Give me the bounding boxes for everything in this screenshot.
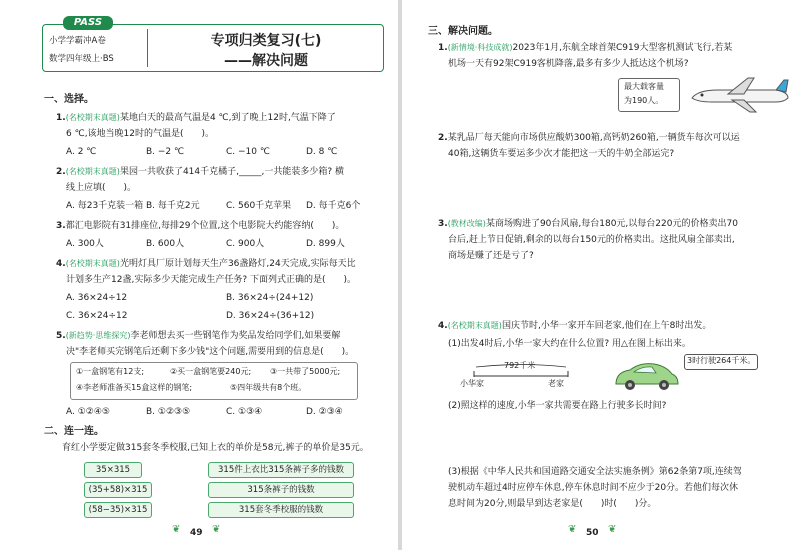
page-title: 专项归类复习(七) — [210, 33, 322, 49]
r-q1-line2: 机场一天有92架C919客机降落,最多有多少人抵达这个机场? — [448, 59, 689, 69]
q1-option-d[interactable]: D. 8 ℃ — [306, 147, 338, 157]
match-right-3[interactable]: 315套冬季校服的钱数 — [208, 502, 354, 518]
distance-label: 792千米 — [504, 361, 536, 370]
match-left-1[interactable]: 35×315 — [84, 462, 142, 478]
car-icon — [612, 360, 682, 392]
q2-option-d[interactable]: D. 每千克6个 — [306, 201, 361, 211]
r-q4-part3-line2: 驶机动车超过4时应停车休息,停车休息时间不应少于20分。若他们每次休 — [448, 483, 739, 493]
r-q1-line1: 1.(新情境·科技成就)2023年1月,东航全球首架C919大型客机测试飞行,若某 — [438, 43, 733, 53]
q5-info-4: ④李老师准备买15盒这样的钢笔; — [76, 383, 193, 392]
tree-icon: ❦ — [568, 524, 577, 535]
q3-option-c[interactable]: C. 900人 — [226, 239, 265, 249]
pass-logo: PASS — [63, 16, 113, 30]
speed-text: 3时行驶264千米。 — [687, 356, 756, 365]
q4-option-a[interactable]: A. 36×24÷12 — [66, 293, 128, 303]
q4-option-c[interactable]: C. 36×24÷12 — [66, 311, 128, 321]
q3-option-a[interactable]: A. 300人 — [66, 239, 104, 249]
r-q2-line1: 2.某乳品厂每天能向市场供应酸奶300箱,高钙奶260箱,一辆货车每次可以运 — [438, 133, 740, 143]
r-q4-part2: (2)照这样的速度,小华一家共需要在路上行驶多长时间? — [448, 401, 667, 411]
q5-line1: 5.(新趋势·思维探究)李老师想去买一些钢笔作为奖品发给同学们,如果要解 — [56, 331, 341, 341]
r-q4-part3-line3: 息时间为20分,则最早到达老家是( )时( )分。 — [448, 499, 657, 509]
match-intro: 育红小学要定做315套冬季校服,已知上衣的单价是58元,裤子的单价是35元。 — [62, 443, 369, 453]
r-q3-line3: 商场是赚了还是亏了? — [448, 251, 534, 261]
worksheet-header — [42, 17, 384, 72]
q3-option-b[interactable]: B. 600人 — [146, 239, 185, 249]
q5-option-b[interactable]: B. ①②③⑤ — [146, 407, 191, 417]
tree-icon: ❦ — [608, 524, 617, 535]
r-q4-line1: 4.(名校期末真题)国庆节时,小华一家开车回老家,他们在上午8时出发。 — [438, 321, 712, 331]
tree-icon: ❦ — [172, 524, 181, 535]
start-label: 小华家 — [460, 379, 484, 388]
section-choice: 一、选择。 — [44, 94, 94, 105]
q3-line1: 3.都汇电影院有31排座位,每排29个位置,这个电影院大约能容纳( )。 — [56, 221, 345, 231]
airplane-icon — [688, 74, 792, 114]
capacity-bubble-line1: 最大载客量 — [624, 82, 664, 91]
q5-info-5: ⑤四年级共有8个班。 — [230, 383, 307, 392]
match-right-1[interactable]: 315件上衣比315条裤子多的钱数 — [208, 462, 354, 478]
capacity-bubble-line2: 为190人。 — [624, 96, 664, 105]
q5-info-1: ①一盒钢笔有12支; — [76, 367, 145, 376]
right-page — [402, 0, 800, 550]
r-q4-part3-line1: (3)根据《中华人民共和国道路交通安全法实施条例》第62条第7项,连续驾 — [448, 467, 742, 477]
page-subtitle: ——解决问题 — [224, 53, 308, 69]
r-q4-part1: (1)出发4时后,小华一家大约在什么位置? 用△在图上标出来。 — [448, 339, 691, 349]
q1-option-a[interactable]: A. 2 ℃ — [66, 147, 97, 157]
end-label: 老家 — [548, 379, 564, 388]
q4-line2: 计划多生产12盏,实际多少天能完成生产任务? 下面列式正确的是( )。 — [66, 275, 356, 285]
r-q2-line2: 40箱,这辆货车要运多少次才能把这一天的牛奶全部运完? — [448, 149, 675, 159]
q4-option-d[interactable]: D. 36×24÷(36+12) — [226, 311, 315, 321]
q1-option-b[interactable]: B. −2 ℃ — [146, 147, 185, 157]
tree-icon: ❦ — [212, 524, 221, 535]
page-number-left: 49 — [190, 528, 203, 538]
q4-option-b[interactable]: B. 36×24÷(24+12) — [226, 293, 314, 303]
series-name: 小学学霸冲A卷 — [49, 36, 106, 46]
q1-option-c[interactable]: C. −10 ℃ — [226, 147, 270, 157]
q2-line1: 2.(名校期末真题)果园一共收获了414千克橘子,_____,一共能装多少箱? 横 — [56, 167, 344, 177]
match-left-3[interactable]: (58−35)×315 — [84, 502, 152, 518]
q2-line2: 线上应填( )。 — [66, 183, 137, 193]
grade-label: 数学四年级上·BS — [49, 54, 114, 64]
q2-option-b[interactable]: B. 每千克2元 — [146, 201, 200, 211]
match-left-2[interactable]: (35+58)×315 — [84, 482, 152, 498]
section-solve: 三、解决问题。 — [428, 26, 498, 37]
q3-option-d[interactable]: D. 899人 — [306, 239, 345, 249]
q5-info-3: ③一共带了5000元; — [270, 367, 341, 376]
q5-option-a[interactable]: A. ①②④⑤ — [66, 407, 110, 417]
match-right-2[interactable]: 315条裤子的钱数 — [208, 482, 354, 498]
q5-option-c[interactable]: C. ①③④ — [226, 407, 263, 417]
q4-line1: 4.(名校期末真题)光明灯具厂原计划每天生产36盏路灯,24天完成,实际每天比 — [56, 259, 356, 269]
q2-option-c[interactable]: C. 560千克苹果 — [226, 201, 292, 211]
section-match: 二、连一连。 — [44, 426, 104, 437]
q1-line2: 6 ℃,该地当晚12时的气温是( )。 — [66, 129, 215, 139]
q2-option-a[interactable]: A. 每23千克装一箱 — [66, 201, 144, 211]
r-q3-line2: 台后,赶上节日促销,剩余的以每台150元的价格卖出。这批风扇全部卖出, — [448, 235, 735, 245]
q5-line2: 决"李老师买完钢笔后还剩下多少钱"这个问题,需要用到的信息是( )。 — [66, 347, 355, 357]
r-q3-line1: 3.(教材改编)某商场购进了90台风扇,每台180元,以每台220元的价格卖出70 — [438, 219, 738, 229]
q5-info-2: ②买一盒钢笔要240元; — [170, 367, 252, 376]
page-number-right: 50 — [586, 528, 599, 538]
left-page — [0, 0, 398, 550]
header-divider — [147, 29, 148, 67]
q1-line1: 1.(名校期末真题)某地白天的最高气温是4 ℃,到了晚上12时,气温下降了 — [56, 113, 336, 123]
q5-option-d[interactable]: D. ②③④ — [306, 407, 343, 417]
